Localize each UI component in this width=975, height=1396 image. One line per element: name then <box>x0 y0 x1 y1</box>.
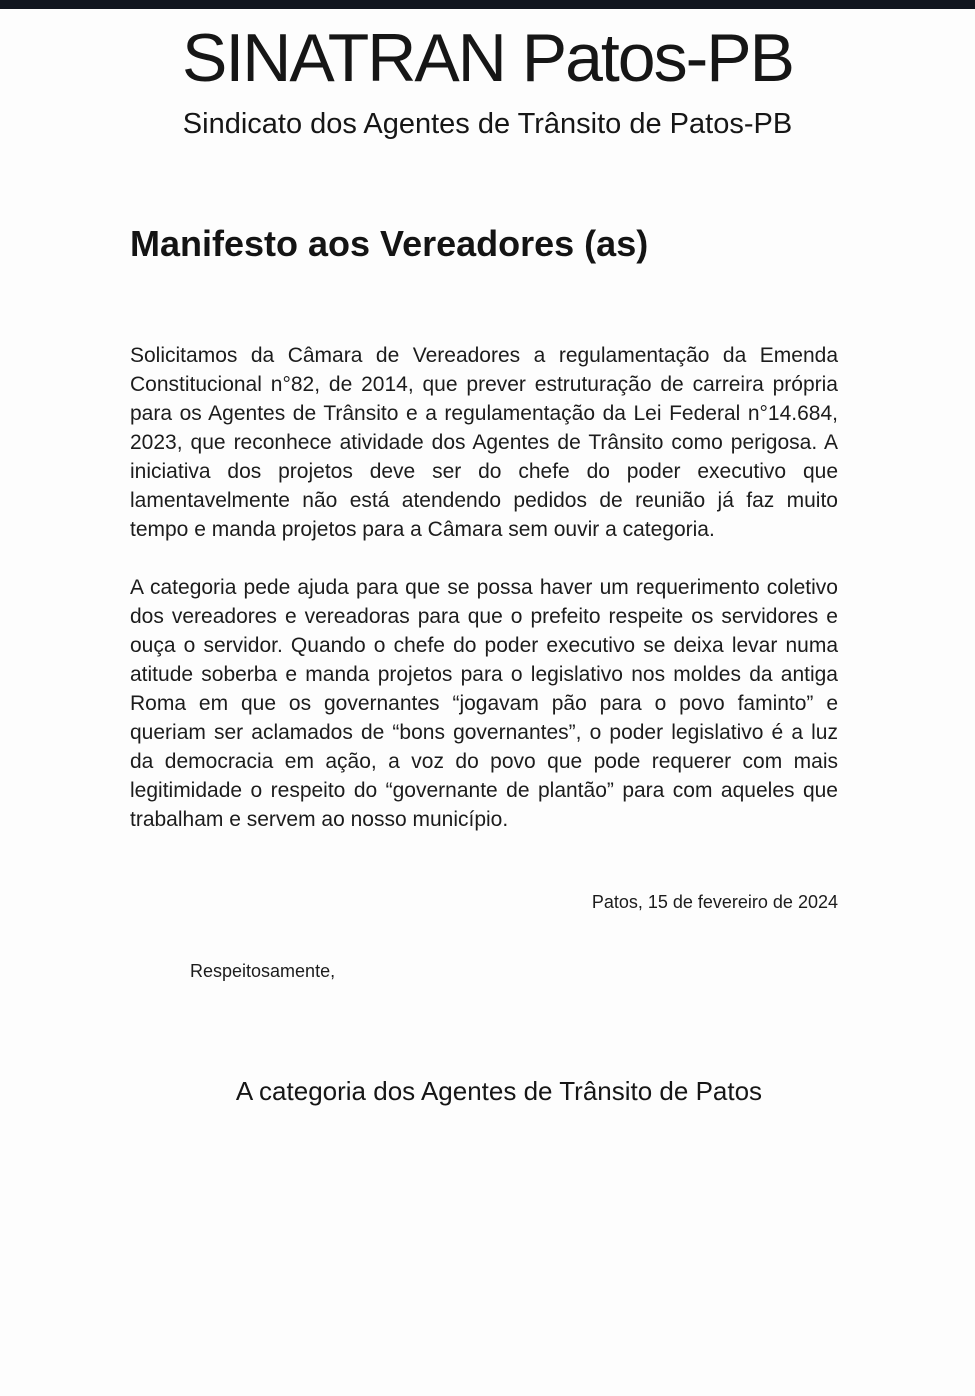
organization-title: SINATRAN Patos-PB <box>182 20 793 96</box>
letter-body <box>130 223 838 1107</box>
closing-salutation: Respeitosamente, <box>190 961 336 982</box>
paragraph-2: A categoria pede ajuda para que se possa haver um requerimento coletivo dos vereadores e vereadoras para que o prefeito respeite os servidores e ouça o servidor. Quando o chefe do poder executivo se deixa levar numa atitude soberba e manda projetos para o legislativo nos moldes da antiga Roma em que os governantes “jogavam pão para o povo faminto” e queriam ser aclamados de “bons governantes”, o poder legislativo é a luz da democracia em ação, a voz do povo que pode requerer com mais legitimidade o respeito do “governante de plantão” para com aqueles que trabalham e servem ao nosso município. <box>130 576 838 832</box>
manifesto-heading: Manifesto aos Vereadores (as) <box>130 223 649 265</box>
top-border-bar <box>0 0 975 9</box>
document-header <box>0 20 975 141</box>
paragraph-1: Solicitamos da Câmara de Vereadores a regulamentação da Emenda Constitucional n°82, de 2014, que prever estruturação de carreira própria para os Agentes de Trânsito e a regulamentação da Lei Federal n°14.684, 2023, que reconhece atividade dos Agentes de Trânsito como perigosa. A iniciativa dos projetos deve ser do chefe do poder executivo que lamentavelmente não está atendendo pedidos de reunião já faz muito tempo e manda projetos para a Câmara sem ouvir a categoria. <box>130 344 838 542</box>
signature-line: A categoria dos Agentes de Trânsito de Patos <box>235 1076 763 1107</box>
dateline: Patos, 15 de fevereiro de 2024 <box>591 892 838 913</box>
organization-subtitle: Sindicato dos Agentes de Trânsito de Patos-PB <box>182 108 793 141</box>
